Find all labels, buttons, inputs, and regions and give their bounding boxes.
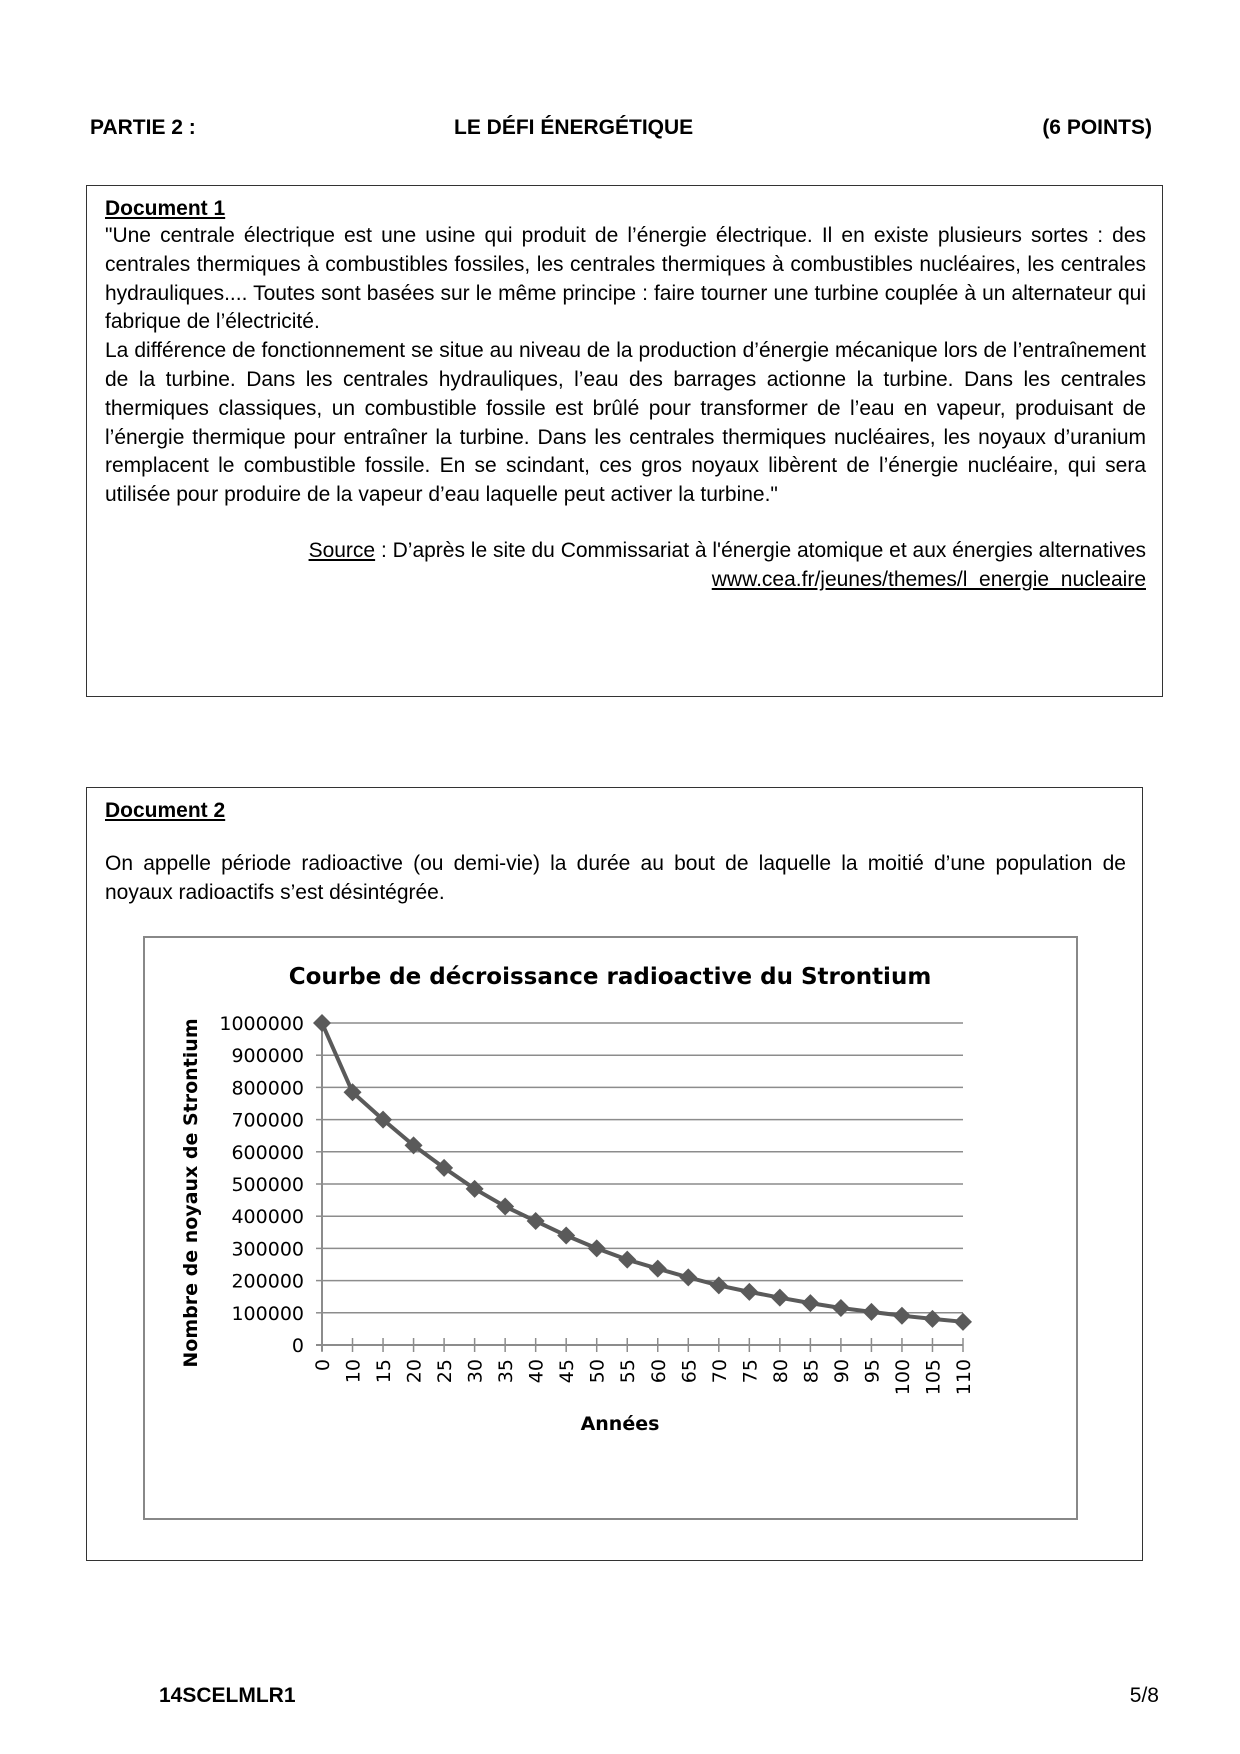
x-tick-label: 25 [434, 1359, 457, 1384]
data-point-diamond-icon [893, 1307, 911, 1325]
document-1-paragraph-2: La différence de fonctionnement se situe au niveau de la production d’énergie mécanique lors de l’entraînement de la turbine. Dans les centrales hydrauliques, l’eau des barrages actionne la turbine. Dans les centrales thermiques classiques, un combustible fossile est brûlé pour transformer de l’eau en vapeur, produisant de l’énergie thermique pour entraîner la turbine. Dans les centrales thermiques nucléaires, les noyaux d’uranium remplacent le combustible fossile. En se scindant, ces gros noyaux libèrent de l’énergie nucléaire, qui sera utilisée pour produire de la vapeur d’eau laquelle peut activer la turbine." [105, 339, 1146, 507]
document-2-title: Document 2 [105, 799, 226, 822]
x-tick-label: 15 [373, 1359, 396, 1384]
x-tick-label: 90 [830, 1359, 853, 1384]
data-point-diamond-icon [649, 1260, 667, 1278]
x-tick-label: 50 [586, 1359, 609, 1384]
y-tick-label: 300000 [231, 1238, 304, 1261]
x-tick-label: 35 [495, 1359, 518, 1384]
source-text: : D’après le site du Commissariat à l'énergie atomique et aux énergies alternatives [375, 538, 1146, 562]
part-label: PARTIE 2 : [90, 116, 196, 139]
x-tick-label: 10 [342, 1359, 365, 1384]
data-point-diamond-icon [740, 1283, 758, 1301]
source-url-link[interactable]: www.cea.fr/jeunes/themes/l_energie_nucleaire [711, 567, 1146, 591]
x-tick-label: 75 [739, 1359, 762, 1384]
x-tick-label: 65 [678, 1359, 701, 1384]
section-title: LE DÉFI ÉNERGÉTIQUE [454, 116, 694, 139]
decay-chart [143, 936, 1078, 1520]
source-label: Source [308, 538, 376, 562]
y-tick-label: 0 [291, 1335, 304, 1357]
x-tick-label: 95 [861, 1359, 884, 1384]
x-tick-label: 105 [922, 1359, 945, 1396]
data-point-diamond-icon [527, 1212, 545, 1230]
data-point-diamond-icon [313, 1014, 331, 1032]
y-tick-label: 400000 [231, 1206, 304, 1229]
x-tick-label: 55 [617, 1359, 640, 1384]
x-tick-label: 0 [312, 1359, 334, 1372]
x-tick-label: 45 [556, 1359, 579, 1384]
data-point-diamond-icon [801, 1294, 819, 1312]
data-point-diamond-icon [710, 1276, 728, 1294]
document-2-box [86, 787, 1143, 1561]
x-tick-label: 100 [891, 1359, 914, 1396]
points-label: (6 POINTS) [1042, 116, 1152, 139]
y-tick-label: 700000 [231, 1109, 304, 1132]
x-tick-label: 85 [800, 1359, 823, 1384]
data-point-diamond-icon [618, 1251, 636, 1269]
x-tick-label: 60 [647, 1359, 670, 1384]
decay-chart-svg [145, 938, 1076, 1518]
x-axis-label: Années [580, 1413, 660, 1435]
x-tick-label: 40 [525, 1359, 548, 1384]
document-2-paragraph: On appelle période radioactive (ou demi-vie) la durée au bout de laquelle la moitié d’une population de noyaux radioactifs s’est désintégrée. [105, 852, 1126, 904]
data-point-diamond-icon [862, 1303, 880, 1321]
x-tick-label: 30 [464, 1359, 487, 1384]
document-1-source [105, 537, 1146, 595]
exam-code: 14SCELMLR1 [159, 1684, 296, 1707]
x-tick-label: 20 [403, 1359, 426, 1384]
y-tick-label: 1000000 [219, 1013, 304, 1035]
data-point-diamond-icon [557, 1227, 575, 1245]
data-point-diamond-icon [771, 1289, 789, 1307]
y-tick-label: 600000 [231, 1141, 304, 1164]
y-tick-label: 800000 [231, 1077, 304, 1100]
page-header [90, 116, 1152, 146]
data-point-diamond-icon [954, 1313, 972, 1331]
document-1-paragraph-1: "Une centrale électrique est une usine qui produit de l’énergie électrique. Il en existe plusieurs sortes : des centrales thermiques à combustibles fossiles, les centrales thermiques à combustibles nucléaires, les centrales hydrauliques.... Toutes sont basées sur le même principe : faire tourner une turbine couplée à un alternateur qui fabrique de l’électricité. [105, 224, 1146, 334]
document-1-box [86, 185, 1163, 697]
page-number: 5/8 [1129, 1684, 1159, 1707]
y-tick-label: 900000 [231, 1045, 304, 1068]
data-point-diamond-icon [496, 1198, 514, 1216]
data-point-diamond-icon [679, 1268, 697, 1286]
y-tick-label: 100000 [231, 1302, 304, 1325]
document-1-title: Document 1 [105, 197, 226, 220]
x-tick-label: 110 [953, 1359, 975, 1396]
data-point-diamond-icon [588, 1239, 606, 1257]
series-line [322, 1023, 963, 1322]
x-tick-label: 70 [708, 1359, 731, 1384]
y-tick-label: 500000 [231, 1174, 304, 1196]
y-axis-label: Nombre de noyaux de Strontium [180, 1018, 202, 1368]
chart-title: Courbe de décroissance radioactive du Strontium [288, 964, 932, 990]
x-tick-label: 80 [769, 1359, 792, 1384]
data-point-diamond-icon [832, 1299, 850, 1317]
y-tick-label: 200000 [231, 1270, 304, 1293]
